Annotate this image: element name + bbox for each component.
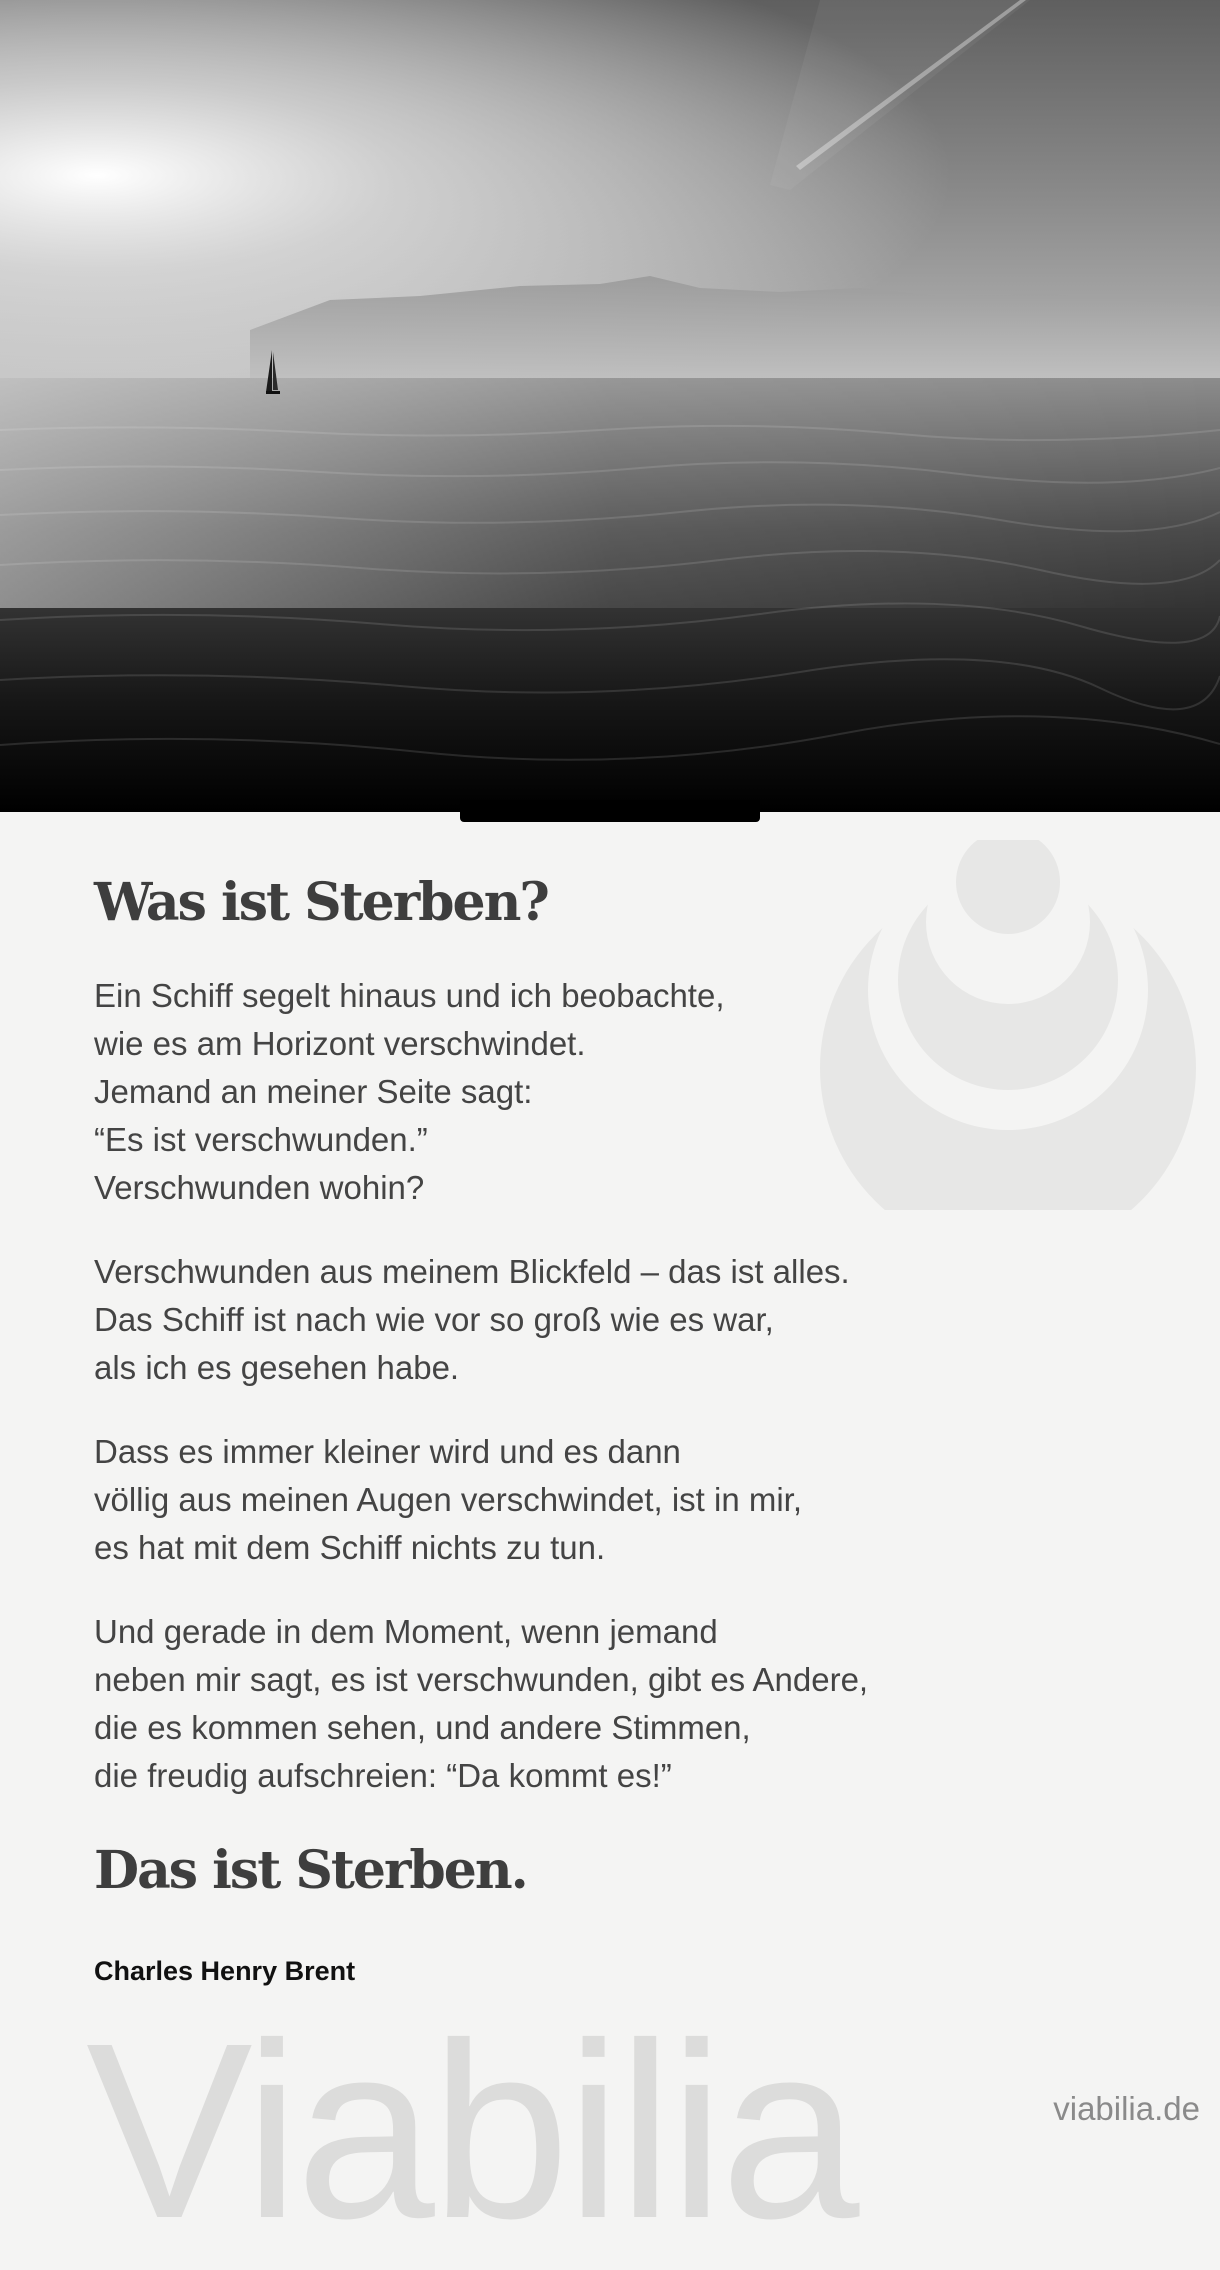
stanza-line: Verschwunden aus meinem Blickfeld – das ist alles. <box>94 1253 850 1290</box>
stanza-line: Und gerade in dem Moment, wenn jemand <box>94 1613 718 1650</box>
poem-closing-line: Das ist Sterben. <box>94 1840 527 1901</box>
stanza-4 <box>94 1608 868 1800</box>
stanza-line: neben mir sagt, es ist verschwunden, gibt es Andere, <box>94 1661 869 1698</box>
stanza-3 <box>94 1428 802 1572</box>
site-url: viabilia.de <box>1053 2090 1200 2127</box>
stanza-line: Das Schiff ist nach wie vor so groß wie es war, <box>94 1301 774 1338</box>
stanza-line: wie es am Horizont verschwindet. <box>94 1025 586 1062</box>
poem-card <box>0 812 1220 2270</box>
hero-image <box>0 0 1220 812</box>
stanza-line: es hat mit dem Schiff nichts zu tun. <box>94 1529 606 1566</box>
stanza-1 <box>94 972 725 1212</box>
stanza-line: völlig aus meinen Augen verschwindet, ist in mir, <box>94 1481 803 1518</box>
poem-author: Charles Henry Brent <box>94 1956 356 1986</box>
stanza-line: Ein Schiff segelt hinaus und ich beobachte, <box>94 977 725 1014</box>
sea-sailboat-photo <box>0 0 1220 812</box>
stanza-line: die es kommen sehen, und andere Stimmen, <box>94 1709 751 1746</box>
stanza-line: Jemand an meiner Seite sagt: <box>94 1073 533 1110</box>
stanza-line: als ich es gesehen habe. <box>94 1349 460 1386</box>
stanza-line: Dass es immer kleiner wird und es dann <box>94 1433 681 1470</box>
viabilia-wordmark: Viabilia <box>86 1991 856 2270</box>
stanza-line: “Es ist verschwunden.” <box>94 1121 428 1158</box>
viabilia-logo-icon <box>818 840 1198 1210</box>
stanza-2 <box>94 1248 850 1392</box>
poem-title: Was ist Sterben? <box>94 872 548 933</box>
stanza-line: die freudig aufschreien: “Da kommt es!” <box>94 1757 672 1794</box>
stanza-line: Verschwunden wohin? <box>94 1169 425 1206</box>
